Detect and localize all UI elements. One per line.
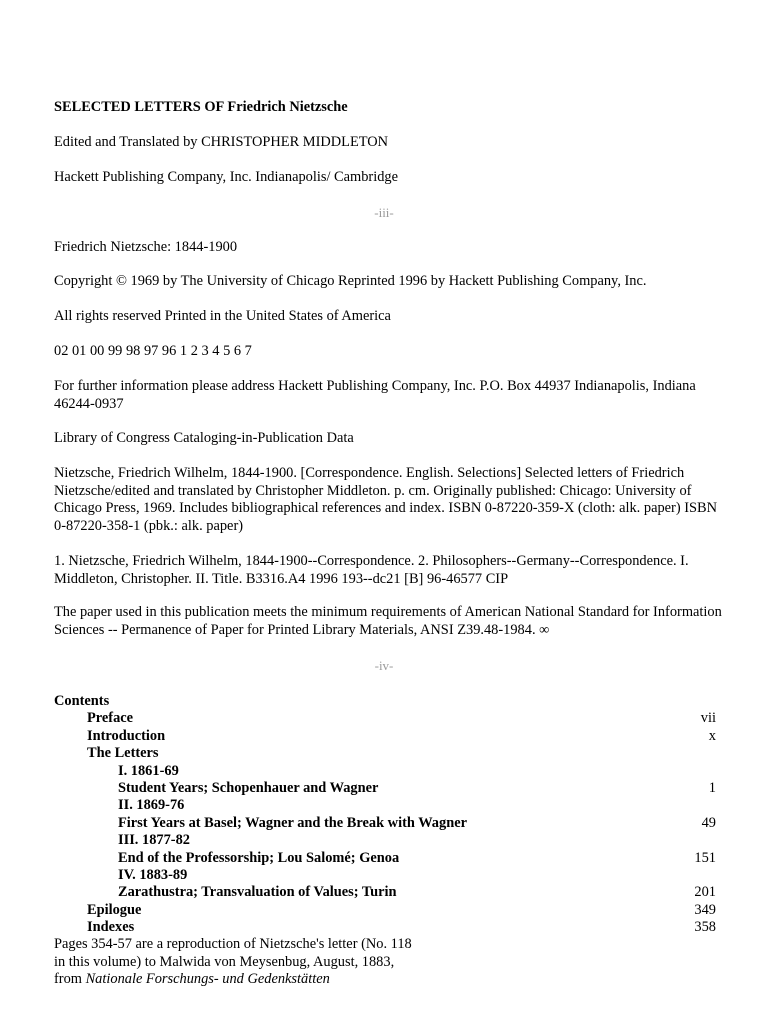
cip-record: Nietzsche, Friedrich Wilhelm, 1844-1900. [Correspondence. English. Selections] Selected letters of Friedrich Nietzsche/edited and translated by Christopher Middleton. p. cm. Originally published: Chicago: University of Chicago Press, 1969. Includes bibliographical references and index. ISBN 0-87220-359-X (cloth: alk. paper) ISBN 0-87220-358-1 (pbk.: alk. paper) [54,465,718,534]
toc-entry-first-years-basel: First Years at Basel; Wagner and the Break with Wagner 49 [118,814,716,831]
toc-entry-zarathustra: Zarathustra; Transvaluation of Values; Turin 201 [118,884,716,901]
page-number-iv: -iv- [374,658,394,673]
toc-entry-epilogue: Epilogue 349 [87,901,716,918]
toc-entry-part-1: I. 1861-69 [118,762,179,779]
publisher-line: Hackett Publishing Company, Inc. Indianapolis/ Cambridge [54,169,398,185]
toc-entry-introduction: Introduction x [87,727,716,744]
book-title: SELECTED LETTERS OF Friedrich Nietzsche [54,99,348,115]
cip-subjects: 1. Nietzsche, Friedrich Wilhelm, 1844-1900--Correspondence. 2. Philosophers--Germany--Correspondence. I. Middleton, Christopher. II. Title. B3316.A4 1996 193--dc21 [B] 96-46577 CIP [54,553,689,587]
toc-entry-part-4: IV. 1883-89 [118,866,188,883]
toc-entry-the-letters: The Letters [87,745,159,762]
note-line-1: Pages 354-57 are a reproduction of Nietzsche's letter (No. 118 [54,936,412,952]
rights-line: All rights reserved Printed in the United States of America [54,308,391,324]
toc-entry-part-3: III. 1877-82 [118,832,190,849]
cip-heading: Library of Congress Cataloging-in-Publication Data [54,430,354,446]
source-title: Nationale Forschungs- und Gedenkstätten [85,971,330,987]
toc-entry-preface: Preface vii [87,710,716,727]
copyright-line: Copyright © 1969 by The University of Chicago Reprinted 1996 by Hackett Publishing Company, Inc. [54,273,647,289]
note-line-2: in this volume) to Malwida von Meysenbug, August, 1883, [54,953,395,970]
toc-entry-student-years: Student Years; Schopenhauer and Wagner 1 [118,779,716,796]
page-number-iii: -iii- [374,205,394,220]
toc-entry-end-professorship: End of the Professorship; Lou Salomé; Genoa 151 [118,849,716,866]
address-paragraph: For further information please address Hackett Publishing Company, Inc. P.O. Box 44937 Indianapolis, Indiana 46244-0937 [54,378,696,412]
paper-note: The paper used in this publication meets the minimum requirements of American National Standard for Information Sciences -- Permanence of Paper for Printed Library Materials, ANSI Z39.48-1984. ∞ [54,604,722,638]
reproduction-note [54,936,554,989]
note-line-3: from Nationale Forschungs- und Gedenkstätten [54,971,330,987]
toc-entry-indexes: Indexes 358 [87,919,716,936]
editor-line: Edited and Translated by CHRISTOPHER MIDDLETON [54,134,389,150]
toc-entry-part-2: II. 1869-76 [118,797,185,814]
author-dates: Friedrich Nietzsche: 1844-1900 [54,239,238,255]
printing-line: 02 01 00 99 98 97 96 1 2 3 4 5 6 7 [54,343,252,359]
contents-heading: Contents [54,693,110,709]
table-of-contents [54,693,716,936]
